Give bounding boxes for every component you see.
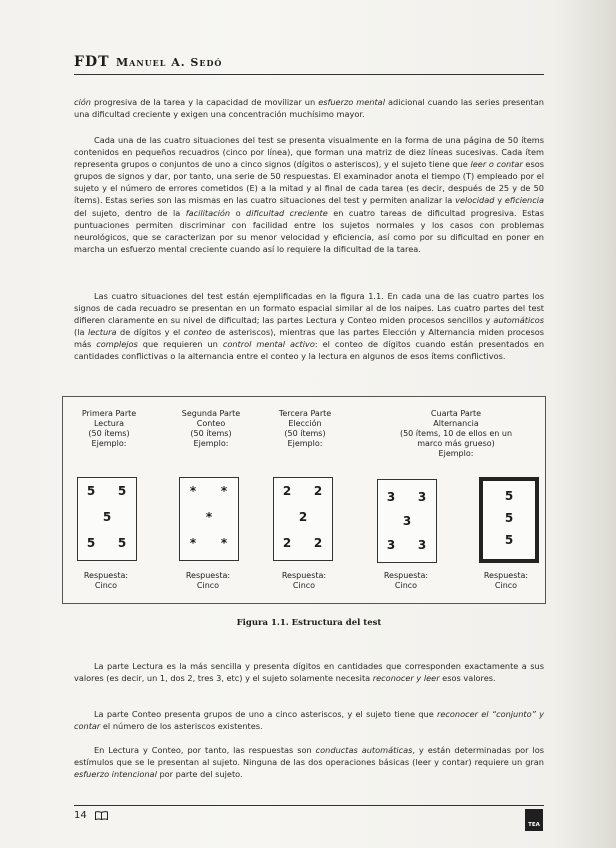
example-card-lectura — [77, 477, 137, 561]
p6-text-e: por parte del sujeto. — [156, 769, 243, 780]
part-title: Tercera Parte — [278, 409, 332, 418]
card-symbol: 5 — [86, 484, 96, 498]
response-eleccion — [259, 571, 349, 591]
part-name: Elección — [288, 419, 322, 428]
part-example-label: Ejemplo: — [287, 439, 323, 448]
p5-text-a: La parte Conteo presenta grupos de uno a cinco asteriscos, y el sujeto tiene que — [94, 709, 437, 719]
paragraph-1-italic-2: esfuerzo mental — [318, 97, 385, 107]
response-label: Respuesta: — [83, 571, 129, 580]
paragraph-1-text-2: adicional cuando las series presentan una dificultad creciente y exigen una concentración muchísimo mayor. — [74, 97, 544, 120]
p2-text-a: Cada una de las cuatro situaciones del test se presenta visualmente en la forma de una página de 50 ítems contenidos en pequeños recuadros (cinco por línea), que forman una matriz de diez líneas sucesivas. Cada ítem representa grupos o conjuntos de uno a cinco signos (dígitos o asteriscos), y el sujeto tiene que — [74, 135, 544, 170]
card-symbol: 5 — [504, 533, 514, 547]
p3-text-a: Las cuatro situaciones del test están ejemplificadas en la figura 1.1. En cada una de las cuatro partes los signos de cada recuadro se presentan en un formato espacial similar al de los naipes. Las cuatro partes del test difieren claramente en su nivel de dificultad; las partes Lectura y Conteo miden procesos sencillos y — [74, 291, 544, 326]
paragraph-3 — [74, 290, 544, 363]
response-label: Respuesta: — [185, 571, 231, 580]
p6-italic-d: esfuerzo intencional — [74, 769, 157, 780]
part-title: Cuarta Parte — [430, 409, 482, 418]
p2-italic-b: leer o contar — [470, 159, 523, 170]
card-symbol: 3 — [386, 538, 396, 552]
p2-text-i: o — [230, 207, 247, 218]
p3-italic-j: control mental activo — [222, 339, 315, 350]
card-symbol: 5 — [117, 536, 127, 550]
response-alternancia-1 — [363, 571, 449, 591]
p3-text-i: que requieren un — [137, 339, 223, 350]
p2-text-k: en cuatro tareas de dificultad progresiva. Estas puntuaciones permiten discriminar con facilidad entre los sujetos normales y los casos con problemas neurológicos, que se caracterizan por su menor velocidad y eficiencia, así como por su dificultad en poner en marcha un esfuerzo mental creciente cuando así lo requiere la dificultad de la tarea. — [74, 207, 544, 254]
figure-part-alternancia — [367, 397, 545, 459]
p2-italic-h: facilitación — [185, 207, 231, 218]
response-value: Cinco — [292, 581, 316, 590]
header-series: FDT — [74, 54, 110, 70]
header-author: Manuel A. Sedó — [116, 56, 223, 69]
part-title: Primera Parte — [81, 409, 137, 418]
part-title: Segunda Parte — [181, 409, 241, 418]
card-symbol: 5 — [504, 511, 514, 525]
p6-text-a: En Lectura y Conteo, por tanto, las respuestas son — [94, 745, 316, 755]
response-value: Cinco — [394, 581, 418, 590]
p2-text-g: del sujeto, dentro de la — [74, 207, 186, 218]
p3-italic-h: complejos — [96, 339, 138, 350]
p3-text-g: de asteriscos), mientras que las partes Elección y Alternancia miden procesos más — [74, 327, 545, 350]
p2-italic-f: eficiencia — [504, 195, 544, 206]
part-example-label: Ejemplo: — [91, 439, 127, 448]
paragraph-6 — [74, 744, 544, 780]
paragraph-2 — [74, 134, 544, 255]
figure-caption: Figura 1.1. Estructura del test — [236, 618, 382, 628]
part-items-note: marco más grueso) — [417, 439, 495, 448]
p3-italic-d: lectura — [87, 327, 117, 338]
card-symbol: 5 — [504, 489, 514, 503]
card-symbol: 2 — [298, 510, 308, 524]
p3-italic-f: conteo — [183, 327, 212, 338]
example-card-alternancia-thick-frame — [479, 477, 539, 563]
part-name: Alternancia — [433, 419, 479, 428]
card-symbol: 3 — [417, 538, 427, 552]
example-card-eleccion — [273, 477, 333, 561]
paragraph-4 — [74, 660, 544, 684]
response-label: Respuesta: — [483, 571, 529, 580]
card-symbol: 5 — [102, 510, 112, 524]
running-header — [74, 52, 544, 75]
p3-text-c: (la — [74, 327, 88, 338]
response-alternancia-2 — [463, 571, 549, 591]
publisher-name: TEA — [528, 822, 540, 828]
p5-text-c: el número de los asteriscos existentes. — [100, 721, 263, 732]
p2-text-c: esos grupos de signos y dar, por tanto, una serie de 50 respuestas. El examinador anota el tiempo (T) empleado por el sujeto y el número de errores cometidos (E) a la mitad y al final de cada tarea (es decir, después de 25 y de 50 ítems). Estas series son las mismas en las cuatro situaciones del test y permiten analizar la — [74, 159, 544, 206]
p2-italic-d: velocidad — [455, 195, 495, 206]
example-card-alternancia-normal — [377, 479, 437, 563]
p5-italic-b: reconocer el “conjunto” y contar — [74, 709, 544, 732]
part-items: (50 ítems, 10 de ellos en un — [399, 429, 513, 438]
card-symbol: 3 — [417, 490, 427, 504]
response-label: Respuesta: — [281, 571, 327, 580]
publisher-logo — [525, 809, 543, 831]
response-value: Cinco — [494, 581, 518, 590]
p4-italic-b: reconocer y leer — [372, 673, 440, 684]
paragraph-1-text: progresiva de la tarea y la capacidad de movilizar un — [90, 97, 319, 107]
paragraph-1 — [74, 96, 544, 120]
response-label: Respuesta: — [383, 571, 429, 580]
response-value: Cinco — [94, 581, 118, 590]
card-symbol: * — [189, 484, 197, 498]
response-conteo — [165, 571, 251, 591]
part-items: (50 ítems) — [88, 429, 130, 438]
part-items: (50 ítems) — [284, 429, 326, 438]
card-symbol: 5 — [86, 536, 96, 550]
card-symbol: 2 — [313, 484, 323, 498]
card-symbol: 2 — [282, 536, 292, 550]
p3-italic-b: automáticos — [493, 315, 544, 326]
card-symbol: * — [220, 536, 228, 550]
card-symbol: 5 — [117, 484, 127, 498]
paragraph-1-italic: ción — [74, 97, 91, 107]
figure-part-conteo — [163, 397, 259, 449]
card-symbol: * — [220, 484, 228, 498]
page-number: 14 — [74, 810, 87, 821]
figure-test-structure — [62, 396, 546, 604]
card-symbol: * — [205, 510, 213, 524]
response-value: Cinco — [196, 581, 220, 590]
card-symbol: * — [189, 536, 197, 550]
part-name: Lectura — [93, 419, 125, 428]
footer-rule — [74, 805, 544, 806]
example-card-conteo — [179, 477, 239, 561]
figure-part-lectura — [63, 397, 155, 449]
part-example-label: Ejemplo: — [193, 439, 229, 448]
part-example-label: Ejemplo: — [438, 449, 474, 458]
p4-text-c: esos valores. — [439, 673, 496, 684]
card-symbol: 2 — [313, 536, 323, 550]
p4-text-a: La parte Lectura es la más sencilla y presenta dígitos en cantidades que corresponden exactamente a sus valores (es decir, un 1, dos 2, tres 3, etc) y el sujeto solamente necesita — [74, 661, 544, 684]
p2-text-e: y — [494, 195, 505, 206]
card-symbol: 3 — [386, 490, 396, 504]
paragraph-5 — [74, 708, 544, 732]
response-lectura — [63, 571, 149, 591]
p3-text-k: : el conteo de dígitos cuando están presentados en cantidades conflictivas o la alternancia entre el conteo y la lectura en algunos de esos ítems conflictivos. — [74, 339, 545, 362]
card-symbol: 3 — [402, 514, 412, 528]
p6-italic-b: conductas automáticas — [315, 745, 413, 755]
part-name: Conteo — [196, 419, 226, 428]
part-items: (50 ítems) — [190, 429, 232, 438]
p6-text-c: , y están determinadas por los estímulos que se le presentan al sujeto. Ninguna de las dos operaciones básicas (leer y contar) requiere un gran — [74, 745, 545, 768]
p3-text-e: de dígitos y el — [116, 327, 184, 338]
figure-part-eleccion — [259, 397, 351, 449]
book-icon — [95, 811, 108, 820]
p2-italic-j: dificultad creciente — [246, 207, 328, 218]
card-symbol: 2 — [282, 484, 292, 498]
